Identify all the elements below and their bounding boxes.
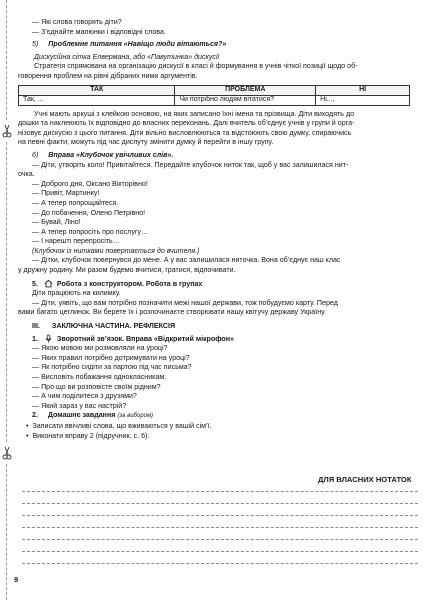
notes-line <box>22 539 418 540</box>
table-cell-yes: Так, ... <box>19 95 175 105</box>
cut-line-top <box>6 0 7 120</box>
table-cell-problem: Чи потрібно людям вітатися? <box>175 95 316 105</box>
dialog-line: — Привіт, Мартинку! <box>32 189 100 198</box>
question-line: — Як потрібно сидіти за партою під час письма? <box>32 363 192 372</box>
problem-question-heading <box>18 40 418 50</box>
paragraph-line: — Діти, уявіть, що вам потрібно позначити межі нашої держави, тож побудуємо карту. Перед <box>32 298 338 307</box>
question-line: — Які слова говорять діти? <box>32 18 122 26</box>
bullet: • <box>26 431 33 440</box>
microphone-icon <box>44 334 53 343</box>
heading-number: 5. <box>32 279 38 288</box>
dialog-line: — До побачення, Олено Петрівно! <box>32 208 146 217</box>
paragraph-line: Діти працюють на килимку. <box>32 289 121 298</box>
scissors-icon <box>2 124 12 138</box>
homework-text: Виконати вправу 2 (підручник, с. 6). <box>32 431 150 440</box>
paragraph-line: вами багато цеглинок. Ви берете їх і розпочинаєте створювати нашу квітучу державу Україну. <box>18 308 326 317</box>
table-header-no: НІ <box>316 85 410 95</box>
homework-text: Записати ввічливі слова, що вживаються у вашій сім’ї. <box>32 421 212 430</box>
dialog-line: — І нарешті перепросіть… <box>32 237 120 246</box>
cut-line-bottom <box>6 464 7 600</box>
heading-number: 6) <box>32 150 39 159</box>
question-line: — Який зараз у вас настрій? <box>32 401 127 410</box>
question-line: — Висловіть побажання однокласникам. <box>32 373 167 381</box>
question-line: — Якою мовою ми розмовляли на уроці? <box>32 344 168 353</box>
stage-note: (Клубочок із нитками повертається до вчителя.) <box>32 246 200 255</box>
section5-heading <box>18 279 418 290</box>
bullet: • <box>26 421 33 430</box>
dialog-line: — Діти, утворіть коло! Привітайтеся. Передайте клубочок ниток так, щоб у вас залишилася нит- <box>32 160 349 169</box>
part3-heading <box>18 322 418 332</box>
heading-number: 1. <box>32 334 38 343</box>
page-number: 9 <box>14 575 19 584</box>
heading-number: 2. <box>32 411 38 420</box>
dialog-line: очка. <box>18 170 35 179</box>
notes-line <box>22 527 418 528</box>
heading-number: III. <box>32 322 40 331</box>
table-header-yes: ТАК <box>19 85 175 95</box>
question-line: — Про що ви розповісте своїм рідним? <box>32 382 161 391</box>
dialog-line: у дружну родину. Ми разом будемо вчитися, гратися, відпочивати. <box>18 266 236 275</box>
notes-line <box>22 563 418 564</box>
notes-section-title: ДЛЯ ВЛАСНИХ НОТАТОК <box>318 475 412 484</box>
table-header-problem: ПРОБЛЕМА <box>175 85 316 95</box>
discussion-table <box>18 85 410 106</box>
notes-line <box>22 515 418 516</box>
dialog-line: — А тепер попросіть про послугу… <box>32 227 149 236</box>
table-cell-no: Ні..., <box>316 95 410 105</box>
question-line: — Яких правил потрібно дотримувати на уроці? <box>32 353 190 362</box>
notes-line <box>22 503 418 504</box>
notes-line <box>22 551 418 552</box>
method-description: говорення проблем на рівні дібраних ними аргументів. <box>18 71 198 80</box>
heading-text: Зворотний зв’язок. Вправа «Відкритий мікрофон» <box>56 334 234 343</box>
dialog-line: — Дітки, клубочок повернувся до мене. А у вас залишилася ниточка. Вона об’єднує наш клас <box>32 256 341 265</box>
question-line: — А чим поділитеся з друзями? <box>32 392 137 401</box>
heading-text: Вправа «Клубочок увічливих слів». <box>48 150 174 159</box>
heading-note: (за вибором) <box>117 413 154 420</box>
heading-text: Робота з конструктором. Робота в групах <box>56 279 203 288</box>
heading-number: 5) <box>32 40 39 49</box>
method-description: Стратегія спрямована на організацію дискусії в класі й формування в учнів чіткої позиції щодо об- <box>34 62 358 71</box>
paragraph-line: на певні факти; можуть під час диспуту змінити думку й перейти в іншу групу. <box>18 138 274 147</box>
notes-line <box>22 491 418 492</box>
question-line: — З’єднайте малюнки і відповідні слова. <box>32 27 166 36</box>
scissors-icon <box>2 446 12 460</box>
house-icon <box>44 279 53 288</box>
dialog-line: — Бувай, Ліно! <box>32 218 81 227</box>
heading-text: Домашнє завдання <box>47 411 116 420</box>
paragraph-line: нізовує дискусію з цього питання. Діти вільно висловлюються та відстоюють свою думку, спираючись <box>18 128 352 137</box>
method-title: Дискусійна сітка Елвермана, або «Павутинка» дискусії <box>34 52 220 61</box>
heading-text: Проблемне питання «Навіщо люди вітаються?» <box>48 40 227 49</box>
item1-heading <box>18 334 418 345</box>
cut-line-middle <box>6 142 7 442</box>
exercise6-heading <box>18 151 418 161</box>
homework-item <box>18 422 418 432</box>
item2-heading <box>18 411 418 422</box>
paragraph-line: Учні мають аркуші з клейкою основою, на яких записано їхні імена та прізвища. Діти виходять до <box>34 109 355 118</box>
homework-item <box>18 432 418 442</box>
paragraph-line: дошки та наклеюють їх відповідно до власних переконань. Далі вчитель об’єднує учнів у групи й орга- <box>18 119 355 128</box>
page-content <box>18 18 418 441</box>
dialog-line: — Доброго дня, Оксано Вікторівно! <box>32 179 148 188</box>
heading-text: ЗАКЛЮЧНА ЧАСТИНА. РЕФЛЕКСІЯ <box>51 322 176 331</box>
dialog-line: — А тепер попрощайтеся. <box>32 198 119 207</box>
